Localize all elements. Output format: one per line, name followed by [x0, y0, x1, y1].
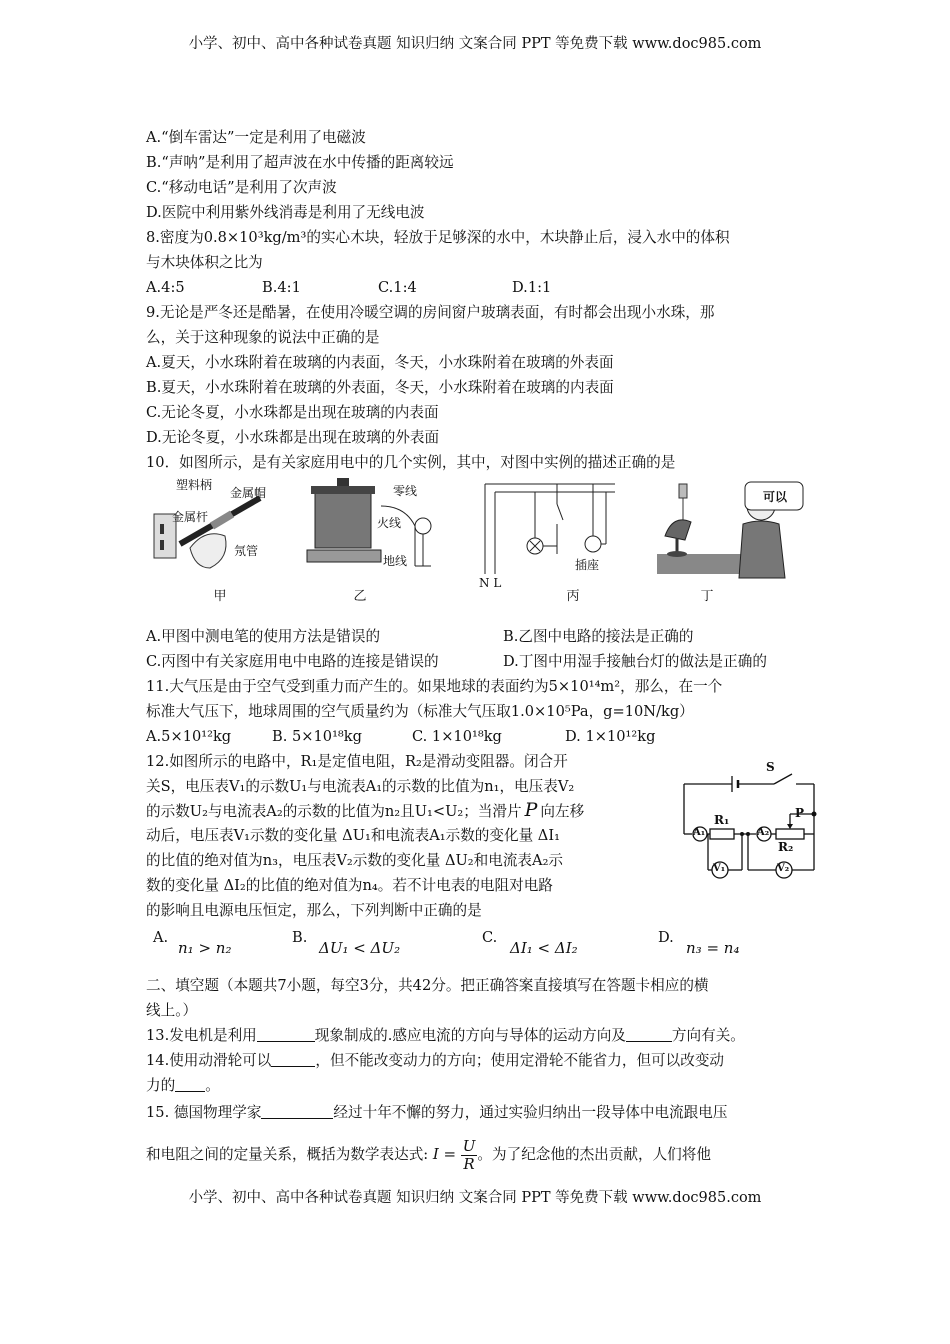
q12-stem-line3 — [146, 800, 584, 822]
caption-yi: 乙 — [353, 589, 367, 604]
circuit-label-v1: V₁ — [713, 863, 726, 874]
q15-formula-fraction — [461, 1138, 478, 1173]
q12-stem-line3-b: 向左移 — [540, 803, 585, 820]
q14-blank-1[interactable] — [271, 1052, 315, 1067]
label-live-wire: 火线 — [377, 516, 402, 530]
label-metal-rod: 金属杆 — [172, 510, 209, 524]
circuit-label-r2: R₂ — [778, 840, 794, 854]
q9-stem-line1: 9.无论是严冬还是酷暑，在使用冷暖空调的房间窗户玻璃表面，有时都会出现小水珠，那 — [146, 304, 715, 321]
q12-stem-line7: 的影响且电源电压恒定，那么，下列判断中正确的是 — [146, 902, 482, 919]
q14-line2 — [146, 1076, 220, 1096]
label-nl: N L — [479, 576, 502, 590]
q12-option-c-label: C. — [482, 929, 498, 946]
q9-stem-line2: 么，关于这种现象的说法中正确的是 — [146, 329, 380, 346]
q12-stem-line2: 关S，电压表V₁的示数U₁与电流表A₁的示数的比值为n₁，电压表V₂ — [146, 778, 575, 795]
q12-option-a-expr: n₁ > n₂ — [178, 939, 232, 957]
q12-option-c-expr: ΔI₁ < ΔI₂ — [510, 939, 578, 957]
q7-option-b: B.“声呐”是利用了超声波在水中传播的距离较远 — [146, 154, 454, 171]
circuit-label-v2: V₂ — [777, 863, 790, 874]
caption-bing: 丙 — [566, 589, 580, 604]
q11-stem-line1: 11.大气压是由于空气受到重力而产生的。如果地球的表面约为5×10¹⁴m²，那么，在一个 — [146, 678, 723, 695]
label-socket: 插座 — [575, 558, 600, 572]
q15-line2-a: 和电阻之间的定量关系，概括为数学表达式: — [146, 1146, 429, 1163]
q12-slider-p: P — [524, 799, 538, 821]
q14-line2-b: 。 — [205, 1077, 220, 1094]
circuit-label-s: S — [766, 760, 775, 774]
q13-part3: 方向有关。 — [671, 1027, 745, 1044]
q10-option-b: B.乙图中电路的接法是正确的 — [503, 628, 694, 645]
q14-line2-a: 力的 — [146, 1077, 176, 1094]
q15-line2-b: 。为了纪念他的杰出贡献，人们将他 — [477, 1146, 711, 1163]
figure-yi-cooker — [305, 476, 445, 580]
q12-option-a-label: A. — [153, 929, 169, 946]
q13-line — [146, 1026, 745, 1046]
circuit-label-r1: R₁ — [714, 813, 730, 827]
label-plastic-handle: 塑料柄 — [176, 478, 213, 492]
q15-part1: 15. 德国物理学家 — [146, 1104, 262, 1121]
q10-stem: 10．如图所示，是有关家庭用电中的几个实例，其中，对图中实例的描述正确的是 — [146, 454, 676, 471]
caption-jia: 甲 — [213, 589, 227, 604]
section2-heading-line2: 线上。） — [146, 1002, 198, 1019]
q11-option-a: A.5×10¹²kg — [146, 728, 232, 745]
q15-part2: 经过十年不懈的努力，通过实验归纳出一段导体中电流跟电压 — [333, 1104, 728, 1121]
q15-formula-lhs: I = — [432, 1145, 457, 1163]
q10-option-a: A.甲图中测电笔的使用方法是错误的 — [146, 628, 381, 645]
q12-stem-line4: 动后，电压表V₁示数的变化量 ΔU₁和电流表A₁示数的变化量 ΔI₁ — [146, 827, 560, 844]
q7-option-a: A.“倒车雷达”一定是利用了电磁波 — [146, 129, 366, 146]
q11-option-b: B. 5×10¹⁸kg — [272, 728, 362, 745]
q14-part2: ，但不能改变动力的方向；使用定滑轮不能省力，但可以改变动 — [315, 1052, 725, 1069]
label-neutral-wire: 零线 — [393, 484, 418, 498]
q8-option-b: B.4:1 — [262, 279, 301, 296]
q12-stem-line6: 数的变化量 ΔI₂的比值的绝对值为n₄。若不计电表的电阻对电路 — [146, 877, 553, 894]
q12-option-d-expr: n₃ = n₄ — [686, 939, 740, 957]
q10-option-c: C.丙图中有关家庭用电中电路的连接是错误的 — [146, 653, 439, 670]
q12-option-d-label: D. — [658, 929, 674, 946]
circuit-label-p: P — [795, 806, 805, 820]
q7-option-d: D.医院中利用紫外线消毒是利用了无线电波 — [146, 204, 425, 221]
q9-option-b: B.夏天，小水珠附着在玻璃的外表面，冬天，小水珠附着在玻璃的内表面 — [146, 379, 614, 396]
q14-blank-2[interactable] — [175, 1077, 205, 1092]
q12-option-b-expr: ΔU₁ < ΔU₂ — [319, 939, 401, 957]
q7-option-c: C.“移动电话”是利用了次声波 — [146, 179, 337, 196]
q12-option-b-label: B. — [292, 929, 308, 946]
q11-option-c: C. 1×10¹⁸kg — [412, 728, 502, 745]
q8-stem-line2: 与木块体积之比为 — [146, 254, 263, 271]
q14-line1 — [146, 1051, 724, 1071]
q12-stem-line5: 的比值的绝对值为n₃，电压表V₂示数的变化量 ΔU₂和电流表A₂示 — [146, 852, 564, 869]
q8-option-c: C.1:4 — [378, 279, 417, 296]
label-neon-tube: 氖管 — [234, 544, 259, 558]
q15-formula-denominator: R — [463, 1154, 475, 1173]
q9-option-c: C.无论冬夏，小水珠都是出现在玻璃的内表面 — [146, 404, 439, 421]
speech-bubble-text: 可以 — [763, 490, 788, 504]
q14-part1: 14.使用动滑轮可以 — [146, 1052, 272, 1069]
q8-stem-line1: 8.密度为0.8×10³kg/m³的实心木块，轻放于足够深的水中，木块静止后，浸入水中的体积 — [146, 229, 730, 246]
q11-option-d: D. 1×10¹²kg — [565, 728, 656, 745]
q15-line2 — [146, 1134, 711, 1175]
q12-stem-line1: 12.如图所示的电路中，R₁是定值电阻，R₂是滑动变阻器。闭合开 — [146, 753, 568, 770]
label-metal-cap: 金属帽 — [230, 486, 267, 500]
q9-option-d: D.无论冬夏，小水珠都是出现在玻璃的外表面 — [146, 429, 440, 446]
q13-blank-1[interactable] — [257, 1027, 315, 1042]
q15-blank-1[interactable] — [261, 1104, 333, 1119]
q15-formula-numerator: U — [462, 1136, 476, 1155]
circuit-label-a1: A₁ — [693, 827, 706, 838]
q10-option-d: D.丁图中用湿手接触台灯的做法是正确的 — [503, 653, 767, 670]
page-header: 小学、初中、高中各种试卷真题 知识归纳 文案合同 PPT 等免费下载 www.doc985.com — [188, 36, 762, 52]
q8-option-d: D.1:1 — [512, 279, 552, 296]
q12-stem-line3-a: 的示数U₂与电流表A₂的示数的比值为n₂且U₁<U₂；当滑片 — [146, 803, 522, 820]
page-footer: 小学、初中、高中各种试卷真题 知识归纳 文案合同 PPT 等免费下载 www.doc985.com — [188, 1190, 762, 1206]
q13-blank-2[interactable] — [626, 1027, 672, 1042]
q12-circuit-diagram — [678, 762, 828, 886]
figure-bing-wiring — [475, 474, 625, 590]
q8-option-a: A.4:5 — [146, 279, 185, 296]
figure-ding-lamp — [655, 478, 815, 582]
caption-ding: 丁 — [700, 589, 714, 604]
circuit-label-a2: A₂ — [757, 827, 770, 838]
section2-heading-line1: 二、填空题（本题共7小题，每空3分，共42分。把正确答案直接填写在答题卡相应的横 — [146, 977, 709, 994]
q9-option-a: A.夏天，小水珠附着在玻璃的内表面，冬天，小水珠附着在玻璃的外表面 — [146, 354, 614, 371]
q11-stem-line2: 标准大气压下，地球周围的空气质量约为（标准大气压取1.0×10⁵Pa，g=10N/kg） — [146, 703, 694, 720]
q13-part2: 现象制成的.感应电流的方向与导体的运动方向及 — [314, 1027, 626, 1044]
label-ground-wire: 地线 — [383, 554, 408, 568]
figure-jia-test-pen — [150, 478, 290, 578]
q15-line1 — [146, 1103, 727, 1123]
q13-part1: 13.发电机是利用 — [146, 1027, 257, 1044]
